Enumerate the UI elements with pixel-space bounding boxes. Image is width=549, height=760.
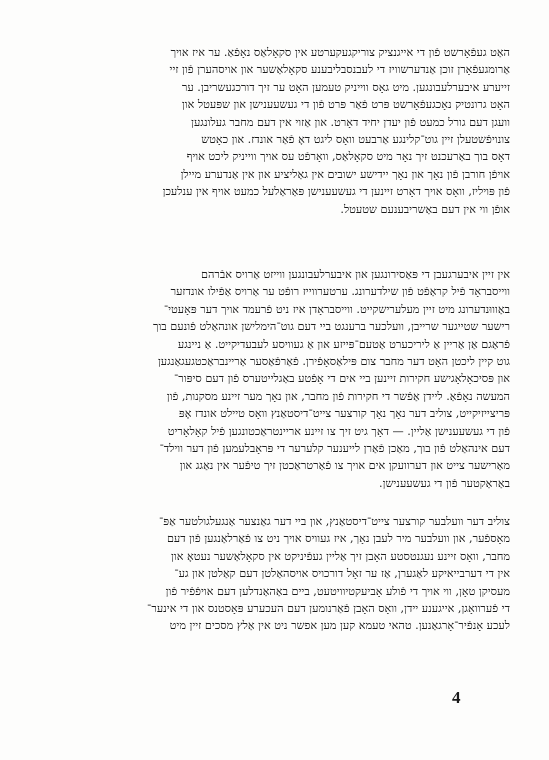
text-line: וועגן דעם גורל כמעט פֿון יעדן יחיד דאָרט. און אַזוי אין דעם מחבר געלונגען <box>191 115 510 129</box>
text-line: אַרומגעפֿאָרן זוכן אַנדערשוויז די לעבנסבליבענע סקאָלאַשער און אויסהערן פֿון זיי <box>169 63 510 77</box>
text-line: זייערע איבערלעבונגען. מיט גאָס ווייניק טעמען האָט ער זיך דורכגעשריבן. ער <box>181 80 510 94</box>
text-line: פֿראַגם אַן אַריין אַ ליריכערט אַטעם־פּייזע און אַ געוויסע לעבעדיקייט. אַ ניינגע <box>177 337 510 351</box>
text-line: אין זיין איבערגעבן די פּאַסירונגען און איבערלעבונגען ווייזט אַרויס אבֿרהם <box>200 268 510 281</box>
text-line: צוליב דער וועלבער קורצער צייט־דיסטאַנץ, און ביי דער גאַנצער אַנגעלגולטער אַפּ־ <box>159 515 510 528</box>
text-line: המעשה נאָפֿאַ. ליידן אַפֿשר די חקירות פֿון מחבר, און נאָך מער זיינע מסקנות, פֿון <box>166 389 510 403</box>
text-line: פֿון פּויליז, וואָס אויך דאָרט זיינען די געשעענישן פּאַראַלעל כמעט אויף אין ענלעכן <box>162 185 510 199</box>
text-line: פֿון די געשעענישן אַליין. — דאָך גיט זיך צו זיינע אריינטראַכטונגען פֿיל קאָלאָריט <box>167 424 510 438</box>
text-line: די פֿערוואָגן, אייגענע יידן, וואָס האָבן פֿאַרנומען דעם העכערע פּאָסטנס און די אינער־ <box>147 602 510 616</box>
text-line: באַראַקטער פֿון די געשעענישן. <box>379 476 510 490</box>
text-line: גוט קיין ליכטן האָט דער מחבר צום פּילאַסאָפֿירן. פֿאַרפֿאַסער אַריינבראַכטגעגאַנגען <box>157 355 510 369</box>
text-line: פּריצייזיקייט, צוליב דער נאָך נאָך קורצער צייט־דיסטאַנץ וואָס טיילט אונדז אָפּ <box>178 407 510 421</box>
text-line: מאַרישער צייט און דערוועקן אים אויך צו פֿאַרטראַכטן זיך טיפֿער אין נאַגג און <box>179 459 510 473</box>
text-line: מעסיקן טאָן, ווי אויך די פֿולע אָביעקטיוויטעט, ביים באַהאַנדלען דעם אויפֿפֿיר פֿון <box>165 584 510 598</box>
paragraph-2 <box>42 266 510 492</box>
text-line: האָט גרונטיק נאָכגעפֿאָרשט פּרט פֿאַר פּרט פֿון די געשעענישן און שפּעטל און <box>181 98 510 112</box>
page-number: 4 <box>452 688 461 707</box>
text-line: דאָס בוך באַרעכנט זיך נאָר מיט סקאָלאַס, וואָרפֿט עס אויך ווייניק ליכט אויף <box>186 150 510 164</box>
text-line: אויפֿן חורבן פֿון נאָך און נאָך יידישע ישובים אין גאַליציע און אין אַנדערע מיילן <box>180 167 510 181</box>
text-line: אין די דערבייאיקע לאַגערן, אַז ער זאָל דורכויס אויסהאַלטן דעם קאַלטן און גע־ <box>174 567 510 581</box>
paragraph-3 <box>42 513 510 635</box>
text-line: האַט געפֿאָרשט פֿון די אייגנציק צוריקגעקערטע אין סקאָלאַס נאָפֿאַ. ער איז אויך <box>170 46 510 59</box>
text-line: און פּסיכאָלאָגישע חקירות זיינען ביי אים די אָפֿטע באַגלייטערס פֿון דעם סיפּור־ <box>173 372 510 386</box>
text-line: לעכע אָנפֿיר־אָרגאַנען. טהאי טעמא קען מען אפשר ניט אין אַלץ מסכים זיין מיט <box>169 619 510 633</box>
text-line: אופֿן ווי אין דעם באַשריבענעם שטעטל. <box>340 202 510 216</box>
text-line: ווייסבראָד פֿיל קראַפֿט פֿון שילדערונג. ערטערווייז רופֿט ער אַרויס אַפֿילו אונדזער <box>170 285 510 299</box>
text-line: צונויפֿשטעלן זיין גוט־קלינגע אַרבעט וואָס ליגט דאָ פֿאַר אונדז. און כאָטש <box>201 133 510 147</box>
text-line: מחבר, וואָס זיינע נעגנטסטע האָבן זיך אַליין געפֿיניקט אין סקאָלאַשער נעטאָ און <box>171 549 510 563</box>
text-line: דעם אינהאַלט פֿון בוך, מאַכן פֿאַרן לייענער קלערער די פּראָבלעמען פֿון דער ווילד־ <box>159 442 510 456</box>
text-line: רישער שטייגער שרייבן, וועלכער ברענגט ביי דעם גוט־הימלישן אונהאַלט פֿונעם בוך <box>152 320 510 334</box>
text-line: באַוווּנדערונג מיט זיין מעלערישקייט. ווייסבראָדן איז ניט פֿרעמד אויך דער פּאָעטי־ <box>163 302 510 316</box>
paragraph-1 <box>42 44 510 218</box>
text-line: מאָספֿער, און וועלבער מיר לעבן נאָך, איז געוויס אויך ניט צו פֿאַרלאַנגען פֿון דעם <box>166 532 510 546</box>
